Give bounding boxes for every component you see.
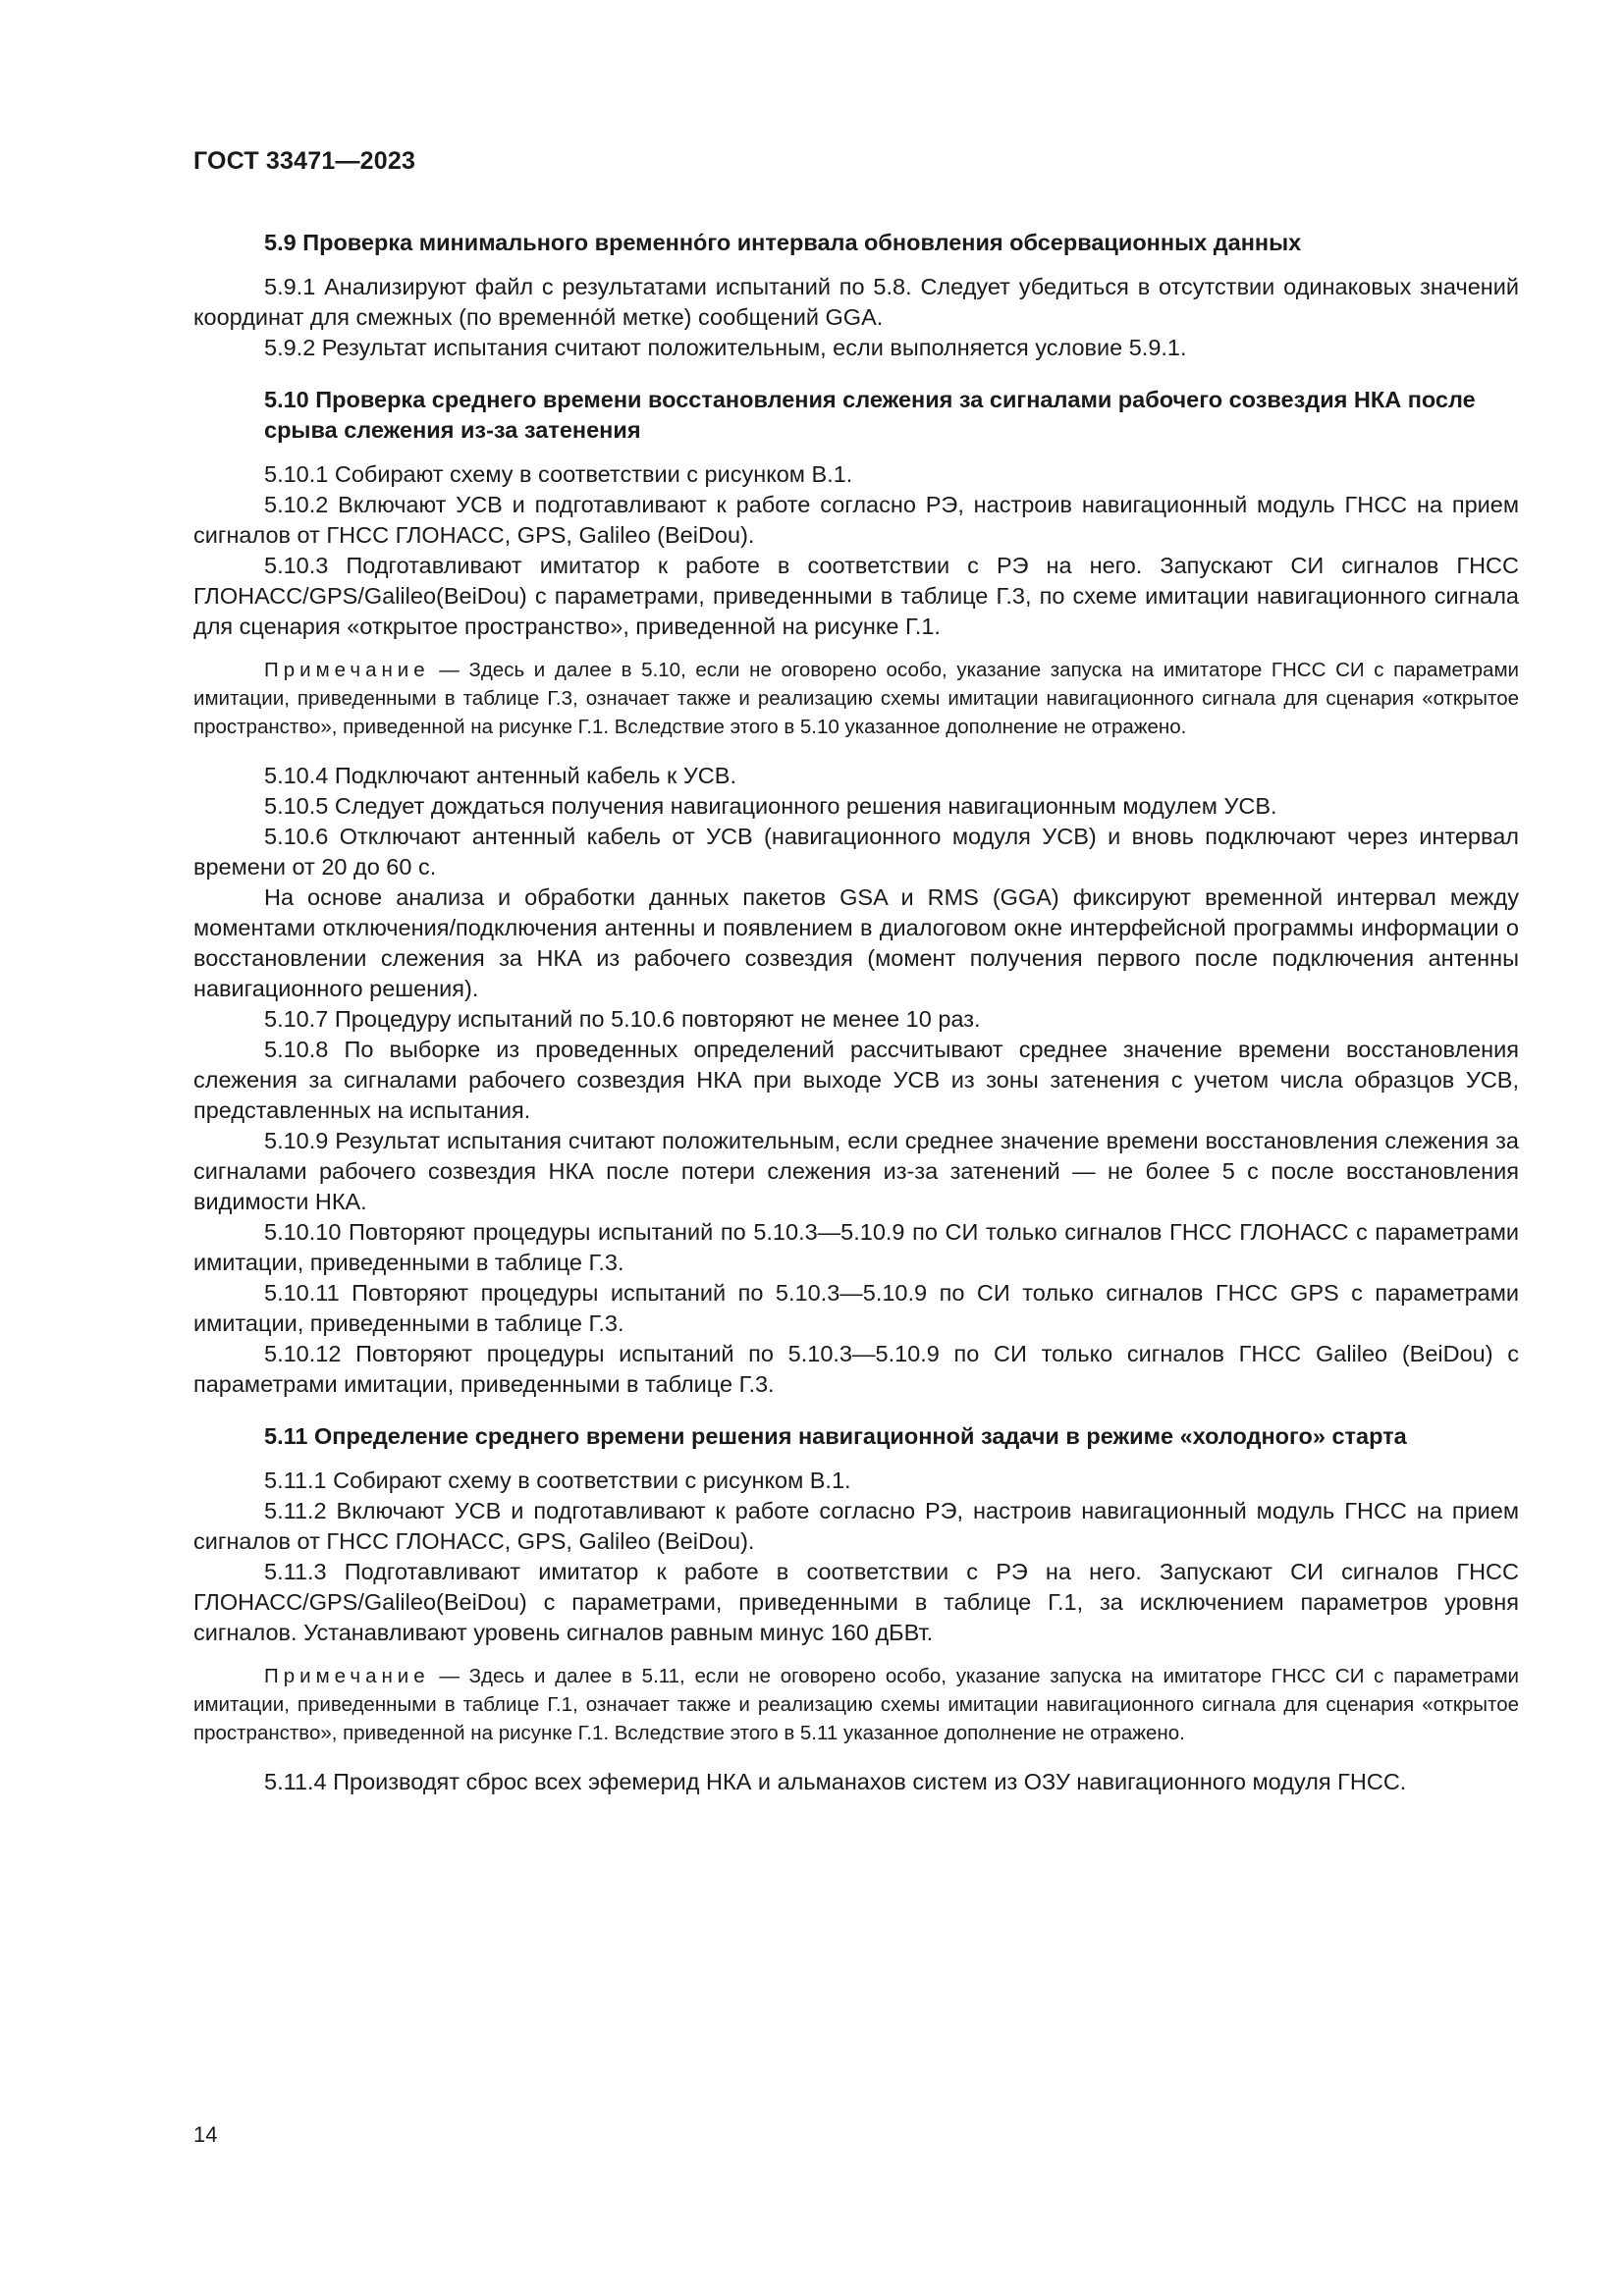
paragraph: 5.10.11 Повторяют процедуры испытаний по 5.10.3—5.10.9 по СИ только сигналов ГНСС GPS с параметрами имитации, приведенными в таблице Г.3.	[193, 1280, 1519, 1336]
paragraph: 5.10.1 Собирают схему в соответствии с рисунком В.1.	[264, 461, 853, 487]
note-text: — Здесь и далее в 5.10, если не оговорено особо, указание запуска на имитаторе ГНСС СИ с параметрами имитации, приведенными в таблице Г.3, означает также и реализацию схемы имитации навигационного сигнала для сценария «открытое пространство», приведенной на рисунке Г.1. Вследствие этого в 5.10 указанное дополнение не отражено.	[193, 659, 1519, 738]
paragraph: 5.10.2 Включают УСВ и подготавливают к работе согласно РЭ, настроив навигационный модуль ГНСС на прием сигналов от ГНСС ГЛОНАСС, GPS, Galileo (BeiDou).	[193, 492, 1519, 548]
section-heading: 5.11 Определение среднего времени решения навигационной задачи в режиме «холодного» старта	[264, 1423, 1407, 1449]
paragraph: 5.10.7 Процедуру испытаний по 5.10.6 повторяют не менее 10 раз.	[264, 1006, 981, 1032]
paragraph: 5.10.3 Подготавливают имитатор к работе в соответствии с РЭ на него. Запускают СИ сигналов ГНСС ГЛОНАСС/GPS/Galileo(BeiDou) с параметрами, приведенными в таблице Г.3, по схеме имитации навигационного сигнала для сценария «открытое пространство», приведенной на рисунке Г.1.	[193, 553, 1519, 639]
paragraph: 5.10.5 Следует дождаться получения навигационного решения навигационным модулем УСВ.	[264, 793, 1277, 819]
paragraph: 5.11.3 Подготавливают имитатор к работе в соответствии с РЭ на него. Запускают СИ сигналов ГНСС ГЛОНАСС/GPS/Galileo(BeiDou) с параметрами, приведенными в таблице Г.1, за исключением параметров уровня сигналов. Устанавливают уровень сигналов равным минус 160 дБВт.	[193, 1559, 1519, 1645]
paragraph: 5.11.2 Включают УСВ и подготавливают к работе согласно РЭ, настроив навигационный модуль ГНСС на прием сигналов от ГНСС ГЛОНАСС, GPS, Galileo (BeiDou).	[193, 1498, 1519, 1554]
paragraph: 5.11.1 Собирают схему в соответствии с рисунком В.1.	[264, 1468, 851, 1493]
paragraph: 5.10.4 Подключают антенный кабель к УСВ.	[264, 763, 736, 788]
note	[193, 1662, 1519, 1747]
section-heading: 5.9 Проверка минимального временно́го интервала обновления обсервационных данных	[264, 230, 1302, 255]
note	[193, 656, 1519, 741]
section-heading: 5.10 Проверка среднего времени восстановления слежения за сигналами рабочего созвездия НКА после срыва слежения из-за затенения	[264, 387, 1476, 443]
document-header: ГОСТ 33471—2023	[193, 147, 416, 175]
paragraph: 5.10.10 Повторяют процедуры испытаний по 5.10.3—5.10.9 по СИ только сигналов ГНСС ГЛОНАСС с параметрами имитации, приведенными в таблице Г.3.	[193, 1219, 1519, 1275]
paragraph: 5.10.12 Повторяют процедуры испытаний по 5.10.3—5.10.9 по СИ только сигналов ГНСС Galileo (BeiDou) с параметрами имитации, приведенными в таблице Г.3.	[193, 1341, 1519, 1397]
document-body	[193, 228, 1519, 1797]
paragraph: 5.9.2 Результат испытания считают положительным, если выполняется условие 5.9.1.	[264, 335, 1187, 360]
paragraph: 5.10.6 Отключают антенный кабель от УСВ (навигационного модуля УСВ) и вновь подключают через интервал времени от 20 до 60 с.	[193, 824, 1519, 880]
paragraph: 5.9.1 Анализируют файл с результатами испытаний по 5.8. Следует убедиться в отсутствии одинаковых значений координат для смежных (по временно́й метке) сообщений GGA.	[193, 274, 1519, 330]
note-label: Примечание	[264, 659, 430, 681]
paragraph: 5.10.9 Результат испытания считают положительным, если среднее значение времени восстановления слежения за сигналами рабочего созвездия НКА после потери слежения из-за затенений — не более 5 с после восстановления видимости НКА.	[193, 1128, 1519, 1214]
note-label: Примечание	[264, 1665, 430, 1687]
paragraph: 5.10.8 По выборке из проведенных определений рассчитывают среднее значение времени восстановления слежения за сигналами рабочего созвездия НКА при выходе УСВ из зоны затенения с учетом числа образцов УСВ, представленных на испытания.	[193, 1037, 1519, 1123]
page-number: 14	[193, 2122, 218, 2147]
paragraph: 5.11.4 Производят сброс всех эфемерид НКА и альманахов систем из ОЗУ навигационного модуля ГНСС.	[264, 1769, 1407, 1794]
note-text: — Здесь и далее в 5.11, если не оговорено особо, указание запуска на имитаторе ГНСС СИ с параметрами имитации, приведенными в таблице Г.1, означает также и реализацию схемы имитации навигационного сигнала для сценария «открытое пространство», приведенной на рисунке Г.1. Вследствие этого в 5.11 указанное дополнение не отражено.	[193, 1665, 1519, 1744]
paragraph: На основе анализа и обработки данных пакетов GSA и RMS (GGA) фиксируют временной интервал между моментами отключения/подключения антенны и появлением в диалоговом окне интерфейсной программы информации о восстановлении слежения за НКА из рабочего созвездия (момент получения первого после подключения антенны навигационного решения).	[193, 884, 1519, 1001]
